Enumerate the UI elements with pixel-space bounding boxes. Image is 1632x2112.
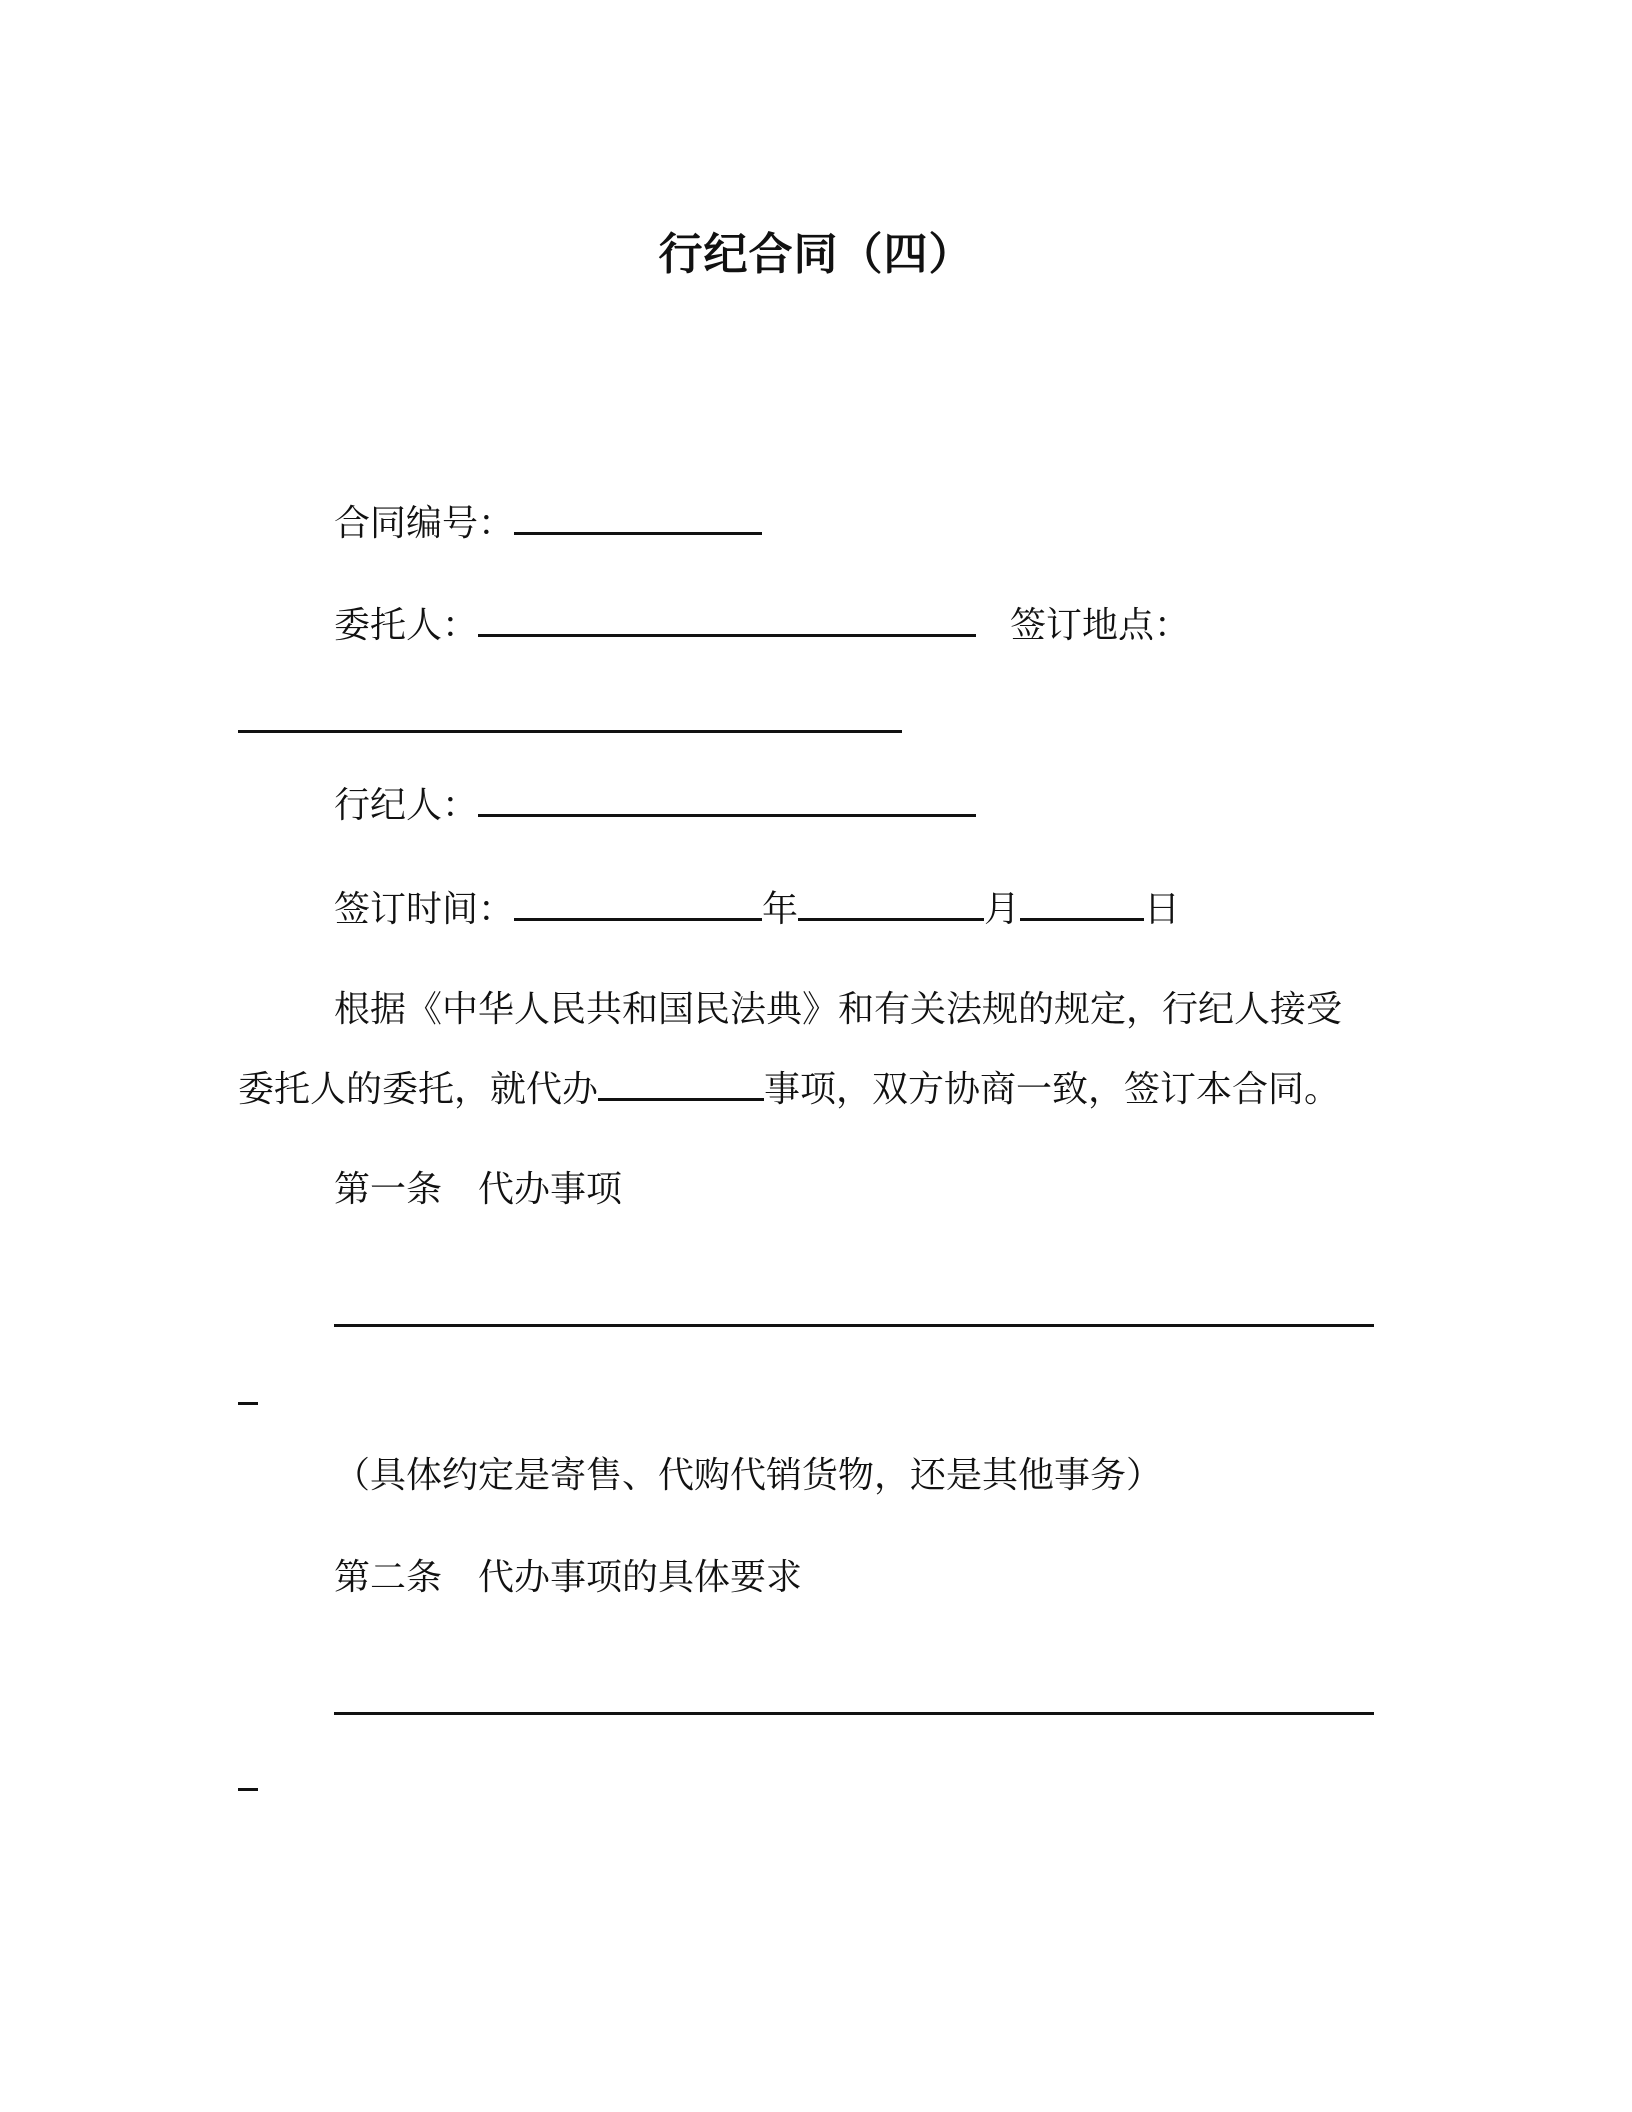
signing-day-field[interactable] bbox=[1020, 882, 1144, 921]
preamble-line-1: 根据《中华人民共和国民法典》和有关法规的规定，行纪人接受 bbox=[334, 989, 1343, 1030]
signing-month-field[interactable] bbox=[798, 882, 984, 921]
article-2-blank-tail bbox=[238, 1752, 258, 1804]
day-label: 日 bbox=[1144, 889, 1181, 930]
preamble-line-2 bbox=[238, 1062, 1340, 1114]
signing-place-field[interactable] bbox=[238, 694, 902, 733]
article-1-field-tail[interactable] bbox=[238, 1366, 258, 1405]
article-2-field[interactable] bbox=[334, 1676, 1374, 1715]
broker-field[interactable] bbox=[478, 778, 976, 817]
document-title: 行纪合同（四） bbox=[658, 229, 974, 280]
signing-year-field[interactable] bbox=[514, 882, 762, 921]
contract-number-label: 合同编号： bbox=[334, 503, 515, 544]
article-1-blank-tail bbox=[238, 1366, 258, 1418]
article-1-field[interactable] bbox=[334, 1288, 1374, 1327]
broker-line bbox=[334, 778, 976, 830]
broker-label: 行纪人： bbox=[334, 785, 479, 826]
article-2-blank-line bbox=[334, 1676, 1374, 1728]
month-label: 月 bbox=[984, 889, 1021, 930]
principal-line bbox=[334, 598, 1190, 650]
principal-field[interactable] bbox=[478, 598, 976, 637]
delegated-matter-field[interactable] bbox=[598, 1062, 764, 1101]
year-label: 年 bbox=[762, 889, 799, 930]
preamble-text-a: 委托人的委托，就代办 bbox=[238, 1069, 599, 1110]
signing-place-label: 签订地点： bbox=[1010, 605, 1191, 646]
preamble-text-b: 事项，双方协商一致，签订本合同。 bbox=[764, 1069, 1341, 1110]
article-1-heading: 第一条 代办事项 bbox=[334, 1169, 623, 1210]
article-2-heading: 第二条 代办事项的具体要求 bbox=[334, 1557, 803, 1598]
signing-place-line bbox=[238, 694, 902, 746]
contract-number-line bbox=[334, 496, 762, 548]
signing-time-label: 签订时间： bbox=[334, 889, 515, 930]
article-2-field-tail[interactable] bbox=[238, 1752, 258, 1791]
principal-label: 委托人： bbox=[334, 605, 479, 646]
contract-number-field[interactable] bbox=[514, 496, 762, 535]
article-1-note: （具体约定是寄售、代购代销货物，还是其他事务） bbox=[334, 1455, 1163, 1496]
signing-time-line bbox=[334, 882, 1180, 934]
article-1-blank-line bbox=[334, 1288, 1374, 1340]
